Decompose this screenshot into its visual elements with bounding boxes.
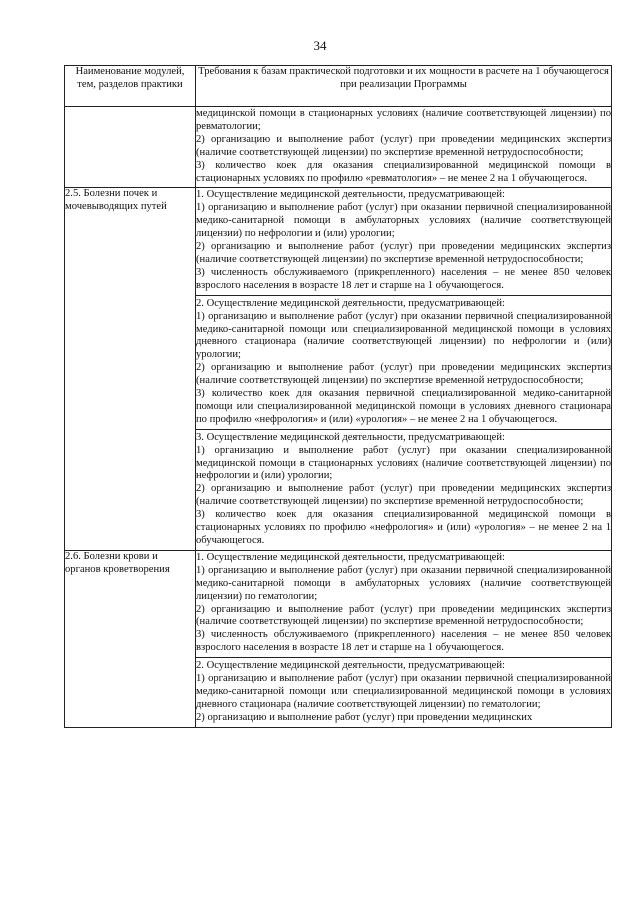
requirement-block (196, 551, 611, 657)
requirements-cell (196, 188, 612, 550)
requirement-paragraph: 1) организацию и выполнение работ (услуг) при оказании первичной специализированной медико-санитарной помощи в амбулаторных условиях (наличие соответствующей лицензии) по гематологии; (196, 564, 611, 602)
header-requirements: Требования к базам практической подготовки и их мощности в расчете на 1 обучающегося при реализации Программы (196, 66, 612, 107)
requirement-paragraph: 2) организацию и выполнение работ (услуг) при проведении медицинских экспертиз (наличие соответствующей лицензии) по экспертизе временной нетрудоспособности; (196, 603, 611, 628)
requirement-block (196, 295, 611, 429)
requirement-paragraph: 3. Осуществление медицинской деятельности, предусматривающей: (196, 431, 505, 443)
requirement-paragraph: 3) количество коек для оказания первичной специализированной медико-санитарной помощи или специализированной медицинской помощи в условиях дневного стационара по профилю «нефрология» и (или) «урология» – не менее 2 на 1 обучающегося. (196, 388, 611, 425)
module-name-cell (65, 107, 196, 188)
requirement-block (196, 429, 611, 550)
requirement-paragraph: 3) количество коек для оказания специализированной медицинской помощи в стационарных условиях по профилю «ревматология» – не менее 2 на 1 обучающегося. (196, 159, 611, 184)
requirement-paragraph: медицинской помощи в стационарных условиях (наличие соответствующей лицензии) по ревматологии; (196, 108, 611, 132)
requirement-paragraph: 1) организацию и выполнение работ (услуг) при оказании первичной специализированной медико-санитарной помощи или специализированной медицинской помощи в условиях дневного стационара (наличие соответствующей лицензии) по гематологии; (196, 673, 611, 710)
requirements-cell (196, 550, 612, 727)
module-name-cell: 2.6. Болезни крови и органов кроветворения (65, 550, 196, 727)
table-body (65, 107, 612, 728)
requirement-block (196, 107, 611, 187)
requirement-paragraph: 2. Осуществление медицинской деятельности, предусматривающей: (196, 660, 505, 672)
requirement-paragraph: 1. Осуществление медицинской деятельности, предусматривающей: (196, 551, 505, 563)
requirement-paragraph: 1) организацию и выполнение работ (услуг) при оказании первичной специализированной медико-санитарной помощи в амбулаторных условиях (наличие соответствующей лицензии) по нефрологии и (или) урологии; (196, 202, 611, 240)
requirement-paragraph: 2. Осуществление медицинской деятельности, предусматривающей: (196, 297, 505, 309)
table-row (65, 188, 612, 550)
requirement-paragraph: 2) организацию и выполнение работ (услуг) при проведении медицинских экспертиз (наличие соответствующей лицензии) по экспертизе временной нетрудоспособности; (196, 483, 611, 508)
requirement-block (196, 657, 611, 727)
requirement-paragraph: 2) организацию и выполнение работ (услуг) при проведении медицинских (196, 711, 533, 723)
requirements-cell (196, 107, 612, 188)
module-name-cell: 2.5. Болезни почек и мочевыводящих путей (65, 188, 196, 550)
requirement-paragraph: 1) организацию и выполнение работ (услуг) при оказании специализированной медицинской помощи в стационарных условиях (наличие соответствующей лицензии) по нефрологии и (или) урологии; (196, 444, 611, 482)
requirement-block (196, 188, 611, 294)
requirement-paragraph: 1. Осуществление медицинской деятельности, предусматривающей: (196, 189, 505, 201)
table-row (65, 550, 612, 727)
requirement-paragraph: 2) организацию и выполнение работ (услуг) при проведении медицинских экспертиз (наличие соответствующей лицензии) по экспертизе временной нетрудоспособности; (196, 362, 611, 387)
requirement-paragraph: 2) организацию и выполнение работ (услуг) при проведении медицинских экспертиз (наличие соответствующей лицензии) по экспертизе временной нетрудоспособности; (196, 241, 611, 265)
requirement-paragraph: 3) численность обслуживаемого (прикрепленного) населения – не менее 850 человек взрослого населения в возрасте 18 лет и старше на 1 обучающегося. (196, 266, 611, 291)
requirement-paragraph: 3) количество коек для оказания специализированной медицинской помощи в стационарных условиях по профилю «нефрология» и (или) «урология» – не менее 2 на 1 обучающегося. (196, 509, 611, 546)
page-number: 34 (313, 38, 327, 53)
table-row (65, 107, 612, 188)
requirement-paragraph: 3) численность обслуживаемого (прикрепленного) населения – не менее 850 человек взрослого населения в возрасте 18 лет и старше на 1 обучающегося. (196, 629, 611, 654)
table-header-row (65, 66, 612, 107)
requirement-paragraph: 2) организацию и выполнение работ (услуг) при проведении медицинских экспертиз (наличие соответствующей лицензии) по экспертизе временной нетрудоспособности; (196, 133, 611, 158)
header-module-name: Наименование модулей, тем, разделов практики (65, 66, 196, 107)
requirement-paragraph: 1) организацию и выполнение работ (услуг) при оказании первичной специализированной медико-санитарной помощи или специализированной медицинской помощи в условиях дневного стационара (наличие соответствующей лицензии) по нефрологии и (или) урологии; (196, 310, 611, 361)
requirements-table (64, 65, 612, 728)
